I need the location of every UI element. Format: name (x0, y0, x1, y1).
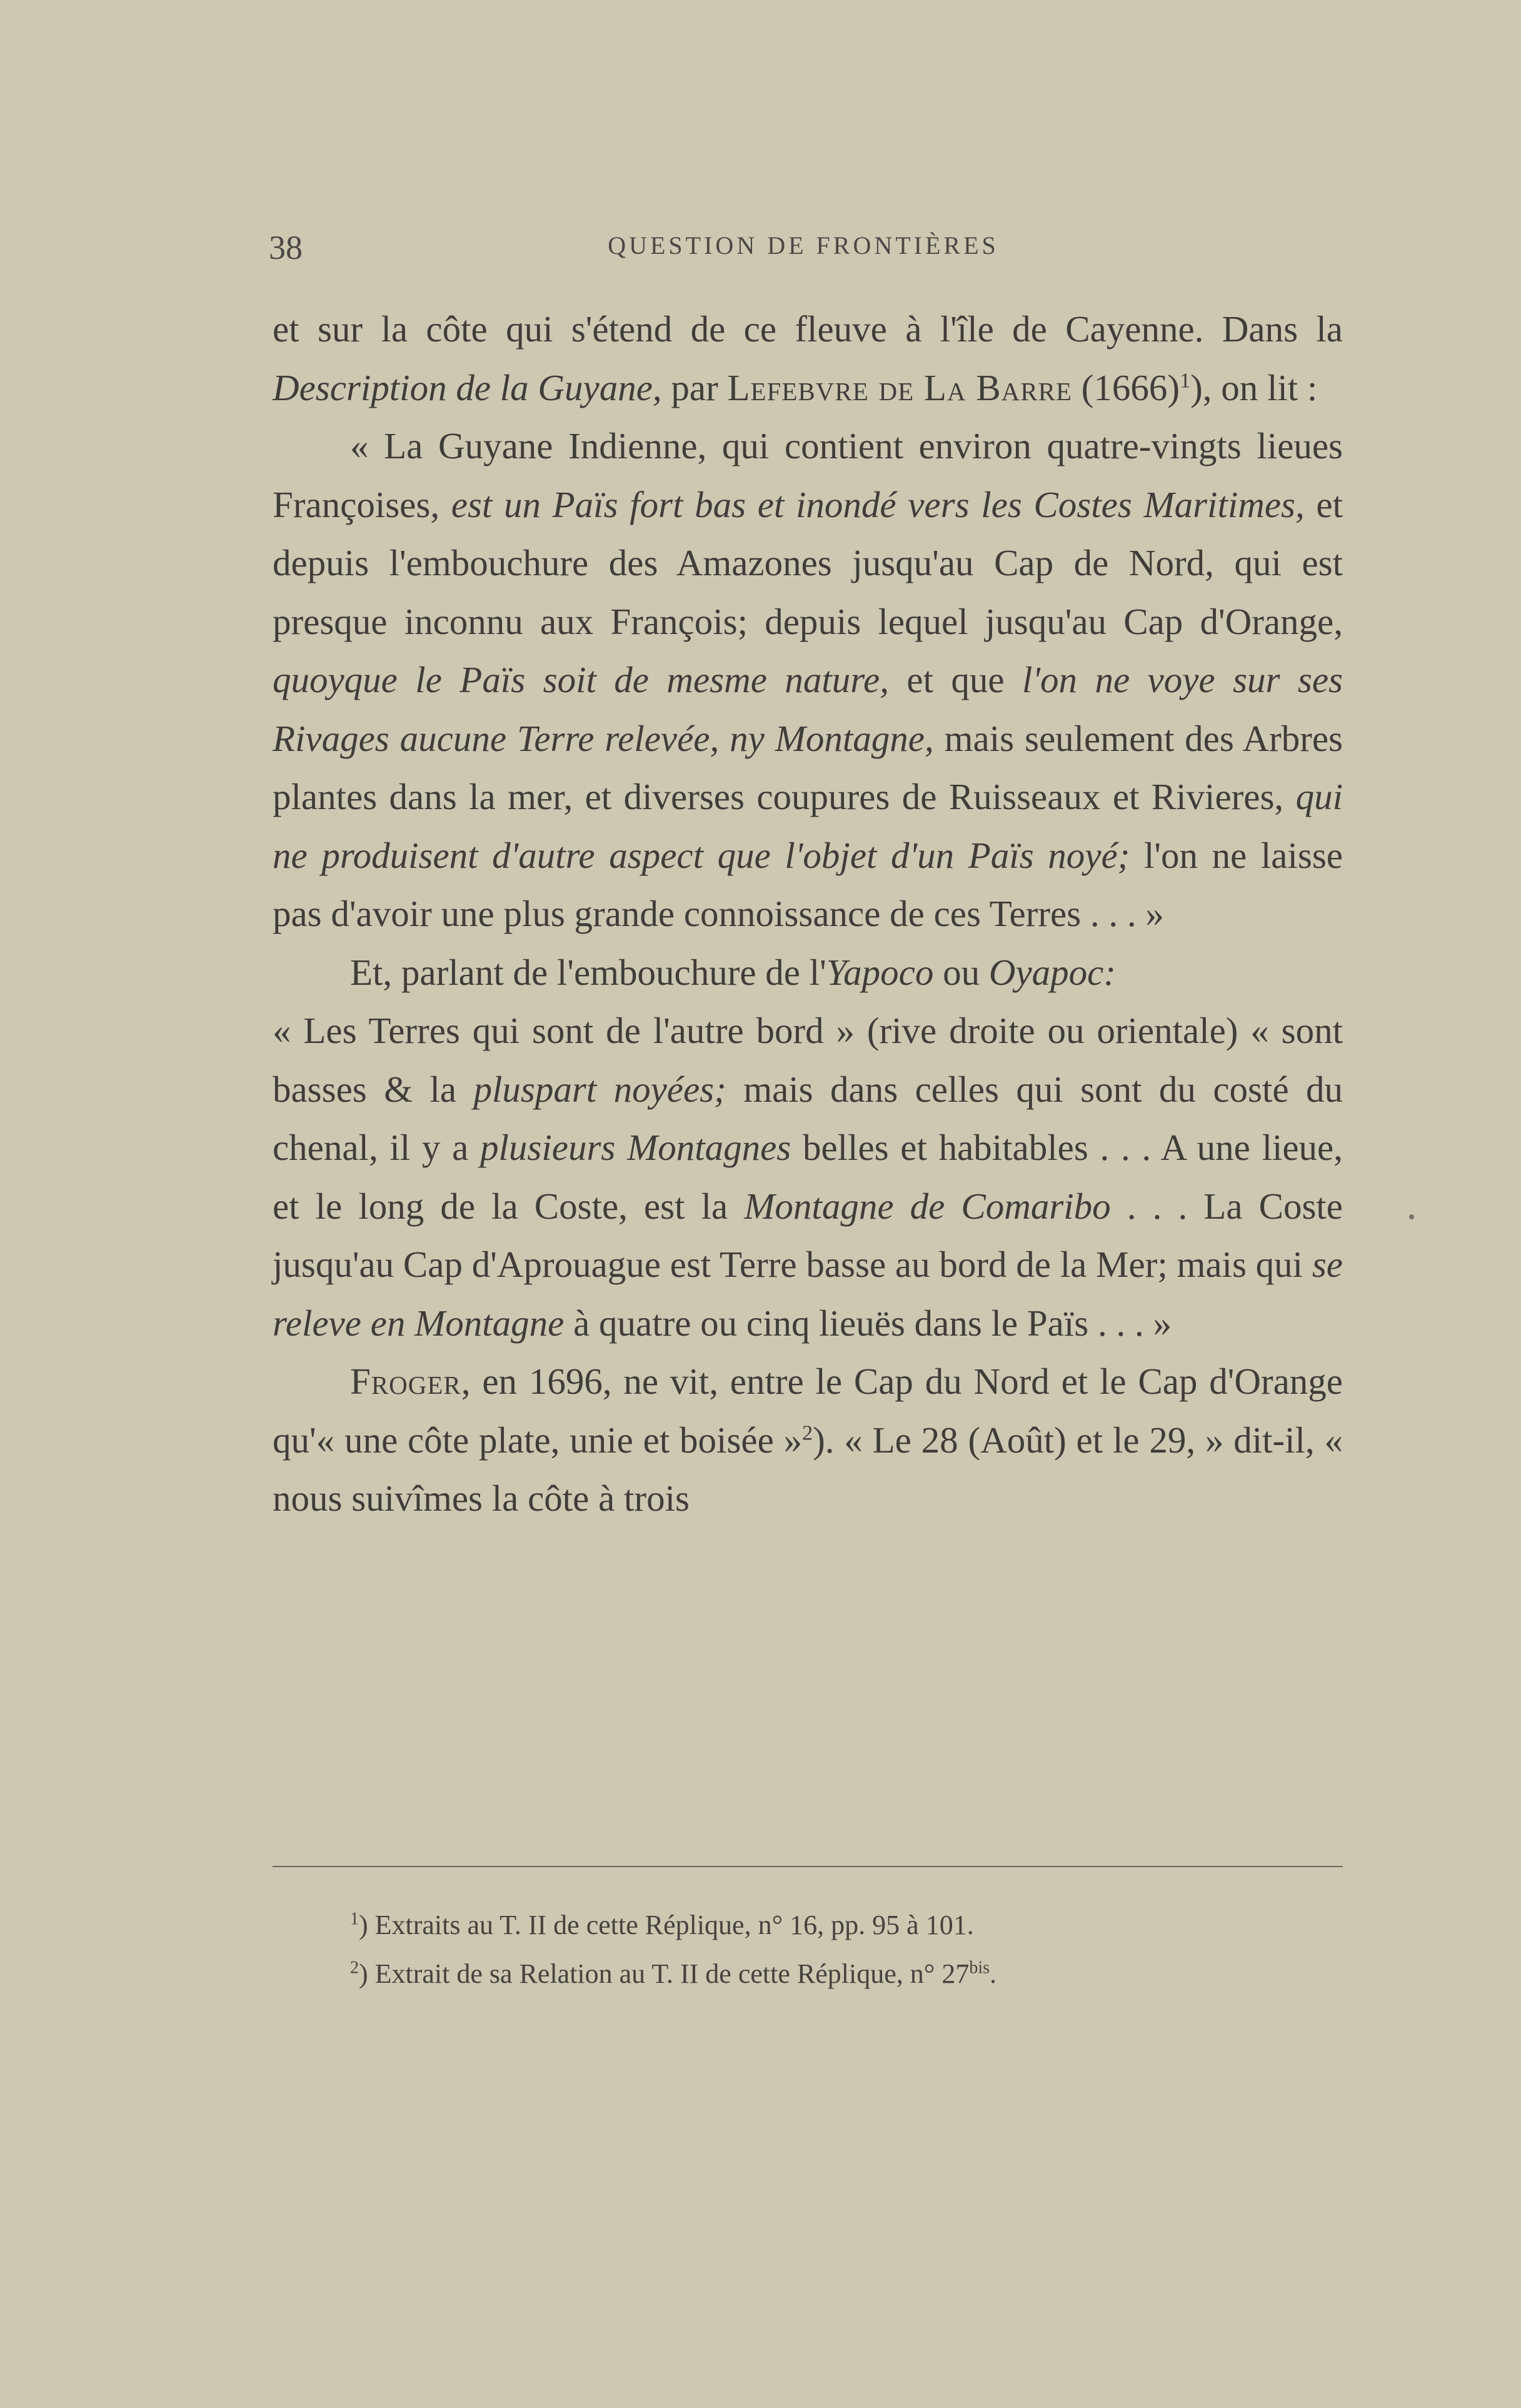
footnote-text: . (990, 1958, 997, 1989)
italic-run: Yapoco (826, 951, 934, 993)
text-run: et que (888, 659, 1023, 700)
footnote-divider (273, 1866, 1343, 1867)
margin-speck (1409, 1214, 1414, 1219)
text-run: mais seulement des Arbres plantes dans la mer, et diverses coupures de Ruisseaux et Rivieres, (273, 717, 1343, 817)
text-run: ), on lit : (1190, 366, 1318, 408)
text-run: l'on ne laisse pas d'avoir une plus grande connoissance de ces Terres . . . » (273, 834, 1343, 934)
footnote-mark: 1 (350, 1909, 359, 1929)
running-title: QUESTION DE FRONTIÈRES (608, 231, 999, 259)
footnote-ref: 1 (1180, 368, 1191, 392)
italic-run: qui ne produisent d'autre aspect que l'objet d'un Païs noyé; (273, 776, 1343, 876)
italic-run: est un Païs fort bas et inondé vers les Costes Maritimes, (451, 483, 1305, 525)
italic-run: Montagne de Comaribo (744, 1185, 1111, 1227)
footnote-1 (350, 1901, 1350, 1950)
text-run: , en 1696, ne vit, entre le Cap du Nord et le Cap d'Orange qu'« une côte plate, unie et boisée » (273, 1361, 1343, 1461)
text-run: et sur la côte qui s'étend de ce fleuve à l'île de Cayenne. Dans la (273, 308, 1343, 350)
italic-run: se releve en Montagne (273, 1244, 1343, 1344)
italic-run: Oyapoc: (988, 951, 1116, 993)
text-run: à quatre ou cinq lieuës dans le Païs . . . » (564, 1302, 1172, 1344)
footnote-text: ) Extraits au T. II de cette Réplique, n° 16, pp. 95 à 101. (359, 1910, 974, 1940)
footnote-text: ) Extrait de sa Relation au T. II de cette Réplique, n° 27 (359, 1958, 970, 1989)
page-header (269, 222, 1338, 266)
footnote-ref: 2 (802, 1421, 813, 1444)
italic-run: pluspart noyées; (473, 1068, 726, 1110)
footnote-superscript: bis (969, 1958, 990, 1978)
author-name: Froger (350, 1361, 461, 1402)
text-run: ou (933, 951, 989, 993)
body-text (273, 300, 1343, 1528)
text-run: par (661, 366, 728, 408)
paragraph-1 (273, 300, 1343, 417)
italic-run: plusieurs Montagnes (480, 1127, 791, 1168)
paragraph-3 (273, 944, 1343, 1002)
italic-run: l'on ne voye sur ses Rivages aucune Terre relevée, ny Montagne, (273, 659, 1343, 759)
text-run: belles et habitables . . . A une lieue, et le long de la Coste, est la (273, 1127, 1343, 1227)
footnote-2 (350, 1950, 1350, 1998)
text-run: et depuis l'embouchure des Amazones jusqu'au Cap de Nord, qui est presque inconnu aux François; depuis lequel jusqu'au Cap d'Orange, (273, 483, 1343, 642)
page-number: 38 (269, 229, 303, 266)
footnote-mark: 2 (350, 1958, 359, 1978)
text-run: . . . La Coste jusqu'au Cap d'Aprouague est Terre basse au bord de la Mer; mais qui (273, 1185, 1343, 1285)
text-run: « La Guyane Indienne, qui contient environ quatre-vingts lieues Françoises, (273, 425, 1343, 525)
text-run: « Les Terres qui sont de l'autre bord » (rive droite ou orientale) « sont basses & la (273, 1010, 1343, 1110)
italic-run: quoyque le Païs soit de mesme nature, (273, 659, 889, 700)
text-run: (1666) (1072, 366, 1180, 408)
italic-run: Description de la Guyane, (273, 366, 662, 408)
paragraph-2 (273, 417, 1343, 944)
paragraph-5 (273, 1353, 1343, 1528)
footnotes (350, 1901, 1350, 1998)
text-run: mais dans celles qui sont du costé du chenal, il y a (273, 1068, 1343, 1168)
paragraph-4 (273, 1002, 1343, 1353)
text-run: Et, parlant de l'embouchure de l' (350, 951, 826, 993)
author-name: Lefebvre de La Barre (727, 366, 1073, 408)
text-run: ). « Le 28 (Août) et le 29, » dit-il, « nous suivîmes la côte à trois (273, 1419, 1343, 1519)
